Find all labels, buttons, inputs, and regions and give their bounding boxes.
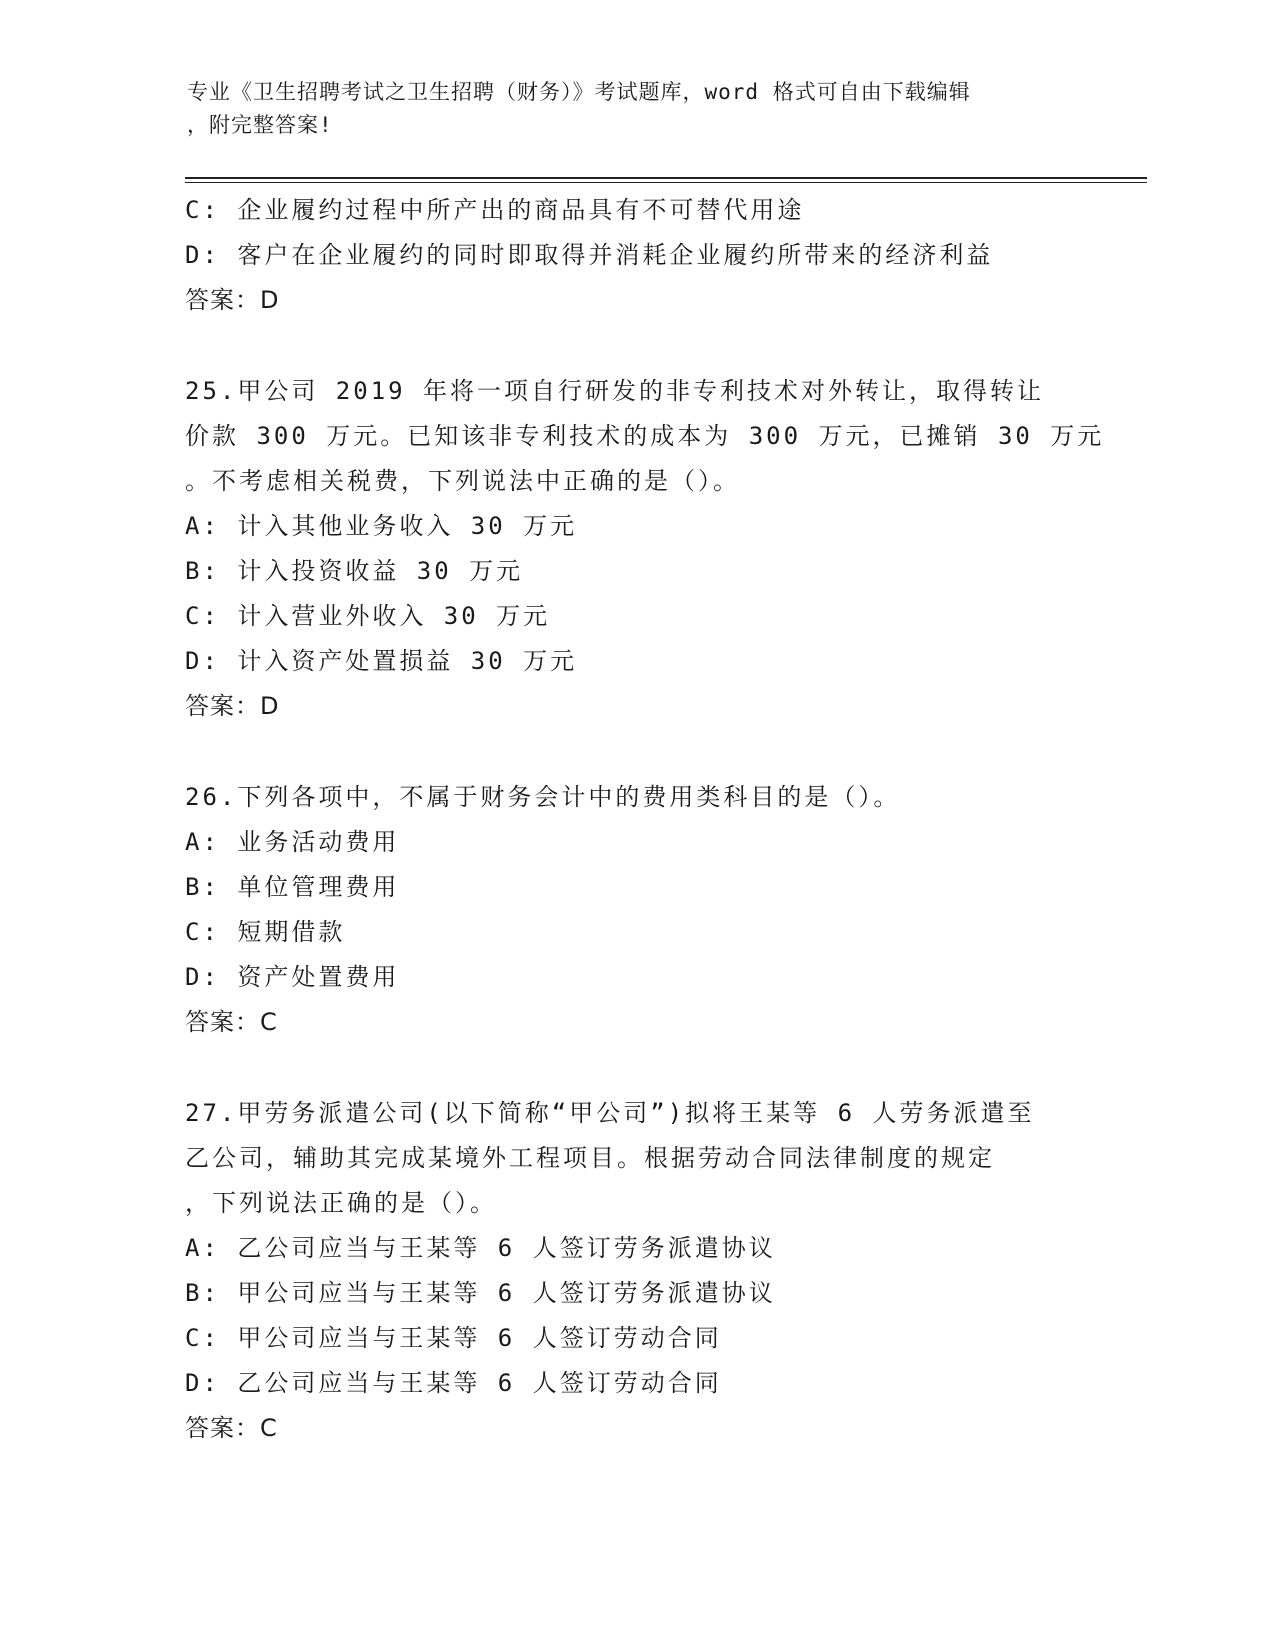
question-stem: 26.下列各项中，不属于财务会计中的费用类科目的是（）。 bbox=[185, 783, 901, 811]
option-b: B: 甲公司应当与王某等 6 人签订劳务派遣协议 bbox=[185, 1279, 776, 1307]
answer: 答案：C bbox=[185, 1414, 278, 1442]
option-d: D: 乙公司应当与王某等 6 人签订劳动合同 bbox=[185, 1369, 722, 1397]
spacer bbox=[185, 1045, 1085, 1091]
page-header bbox=[187, 76, 1067, 142]
header-divider-thin bbox=[185, 182, 1147, 183]
option-b: B: 计入投资收益 30 万元 bbox=[185, 557, 524, 585]
question-stem: 。不考虑相关税费，下列说法中正确的是（）。 bbox=[185, 467, 740, 495]
question-list bbox=[185, 188, 1105, 1451]
question-27 bbox=[185, 1091, 1085, 1451]
question-stem: 价款 300 万元。已知该非专利技术的成本为 300 万元，已摊销 30 万元 bbox=[185, 422, 1105, 450]
option-c: C: 计入营业外收入 30 万元 bbox=[185, 602, 551, 630]
answer: 答案：D bbox=[185, 692, 280, 720]
header-line-1: 专业《卫生招聘考试之卫生招聘（财务）》考试题库，word 格式可自由下载编辑 bbox=[187, 80, 971, 104]
header-line-2: ，附完整答案! bbox=[187, 113, 333, 137]
option-c: C: 甲公司应当与王某等 6 人签订劳动合同 bbox=[185, 1324, 722, 1352]
answer: 答案：C bbox=[185, 1008, 278, 1036]
option-a: A: 业务活动费用 bbox=[185, 828, 400, 856]
spacer bbox=[185, 323, 1085, 369]
option-c: C: 企业履约过程中所产出的商品具有不可替代用途 bbox=[185, 196, 805, 224]
question-stem: 27.甲劳务派遣公司(以下简称“甲公司”)拟将王某等 6 人劳务派遣至 bbox=[185, 1099, 1035, 1127]
option-d: D: 资产处置费用 bbox=[185, 963, 400, 991]
option-d: D: 计入资产处置损益 30 万元 bbox=[185, 647, 578, 675]
question-24-continued bbox=[185, 188, 1085, 323]
spacer bbox=[185, 729, 1085, 775]
option-b: B: 单位管理费用 bbox=[185, 873, 400, 901]
question-stem: 乙公司，辅助其完成某境外工程项目。根据劳动合同法律制度的规定 bbox=[185, 1144, 995, 1172]
question-stem: ，下列说法正确的是（）。 bbox=[185, 1189, 497, 1217]
option-a: A: 乙公司应当与王某等 6 人签订劳务派遣协议 bbox=[185, 1234, 776, 1262]
option-d: D: 客户在企业履约的同时即取得并消耗企业履约所带来的经济利益 bbox=[185, 241, 994, 269]
answer: 答案：D bbox=[185, 286, 280, 314]
option-c: C: 短期借款 bbox=[185, 918, 346, 946]
question-26 bbox=[185, 775, 1085, 1045]
question-stem: 25.甲公司 2019 年将一项自行研发的非专利技术对外转让，取得转让 bbox=[185, 377, 1045, 405]
option-a: A: 计入其他业务收入 30 万元 bbox=[185, 512, 578, 540]
header-divider-thick bbox=[185, 177, 1147, 179]
question-25 bbox=[185, 369, 1105, 729]
